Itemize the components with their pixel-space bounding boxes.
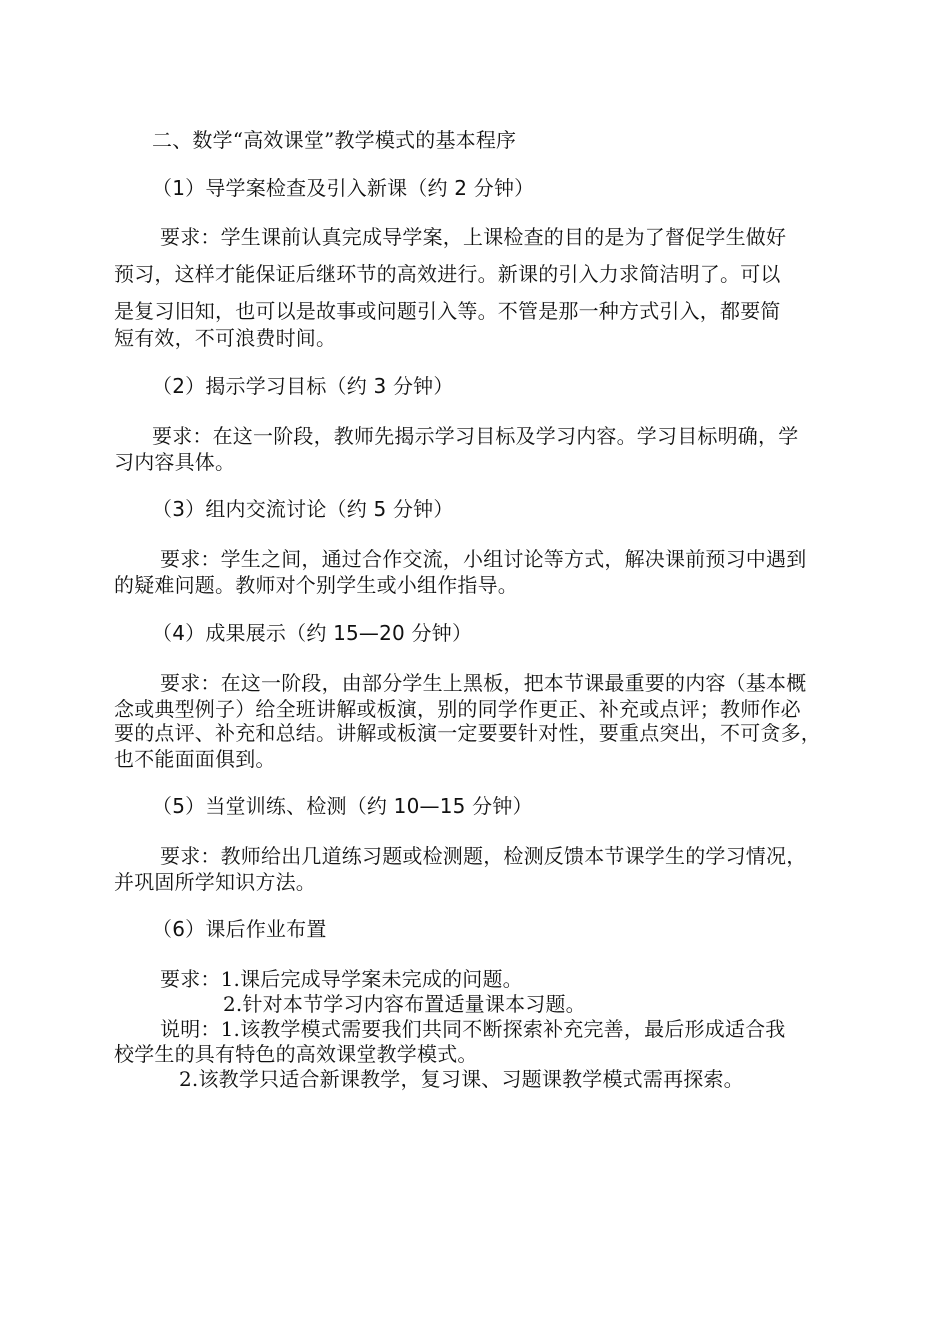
step-3-line-1: 要求：学生之间，通过合作交流，小组讨论等方式，解决课前预习中遇到: [160, 547, 807, 571]
step-5-line-2: 并巩固所学知识方法。: [114, 870, 316, 894]
note-line-2: 校学生的具有特色的高效课堂教学模式。: [114, 1042, 478, 1066]
step-2-line-1: 要求：在这一阶段，教师先揭示学习目标及学习内容。学习目标明确，学: [152, 424, 799, 448]
step-6-requirement-1: 要求：1.课后完成导学案未完成的问题。: [160, 967, 523, 991]
step-3-line-2: 的疑难问题。教师对个别学生或小组作指导。: [114, 573, 518, 597]
step-5-line-1: 要求：教师给出几道练习题或检测题，检测反馈本节课学生的学习情况，: [160, 844, 807, 868]
step-3-heading: （3）组内交流讨论（约 5 分钟）: [152, 497, 454, 521]
note-line-3: 2.该教学只适合新课教学，复习课、习题课教学模式需再探索。: [179, 1067, 744, 1091]
step-4-heading: （4）成果展示（约 15—20 分钟）: [152, 621, 473, 645]
step-1-line-3: 是复习旧知，也可以是故事或问题引入等。不管是那一种方式引入，都要简: [114, 299, 781, 323]
note-line-1: 说明：1.该教学模式需要我们共同不断探索补充完善，最后形成适合我: [160, 1017, 786, 1041]
step-1-heading: （1）导学案检查及引入新课（约 2 分钟）: [152, 176, 535, 200]
step-6-requirement-2: 2.针对本节学习内容布置适量课本习题。: [223, 992, 586, 1016]
step-4-line-3: 要的点评、补充和总结。讲解或板演一定要要针对性，要重点突出，不可贪多，: [114, 721, 821, 745]
step-4-line-4: 也不能面面俱到。: [114, 747, 276, 771]
document-title: 二、数学“高效课堂”教学模式的基本程序: [152, 128, 517, 152]
step-4-line-1: 要求：在这一阶段，由部分学生上黑板，把本节课最重要的内容（基本概: [160, 671, 807, 695]
step-1-line-2: 预习，这样才能保证后继环节的高效进行。新课的引入力求简洁明了。可以: [114, 262, 781, 286]
step-5-heading: （5）当堂训练、检测（约 10—15 分钟）: [152, 794, 533, 818]
step-6-heading: （6）课后作业布置: [152, 917, 327, 941]
step-2-line-2: 习内容具体。: [114, 450, 236, 474]
step-2-heading: （2）揭示学习目标（约 3 分钟）: [152, 374, 454, 398]
step-1-line-4: 短有效，不可浪费时间。: [114, 326, 337, 350]
step-1-line-1: 要求：学生课前认真完成导学案，上课检查的目的是为了督促学生做好: [160, 225, 787, 249]
step-4-line-2: 念或典型例子）给全班讲解或板演，别的同学作更正、补充或点评；教师作必: [114, 697, 801, 721]
